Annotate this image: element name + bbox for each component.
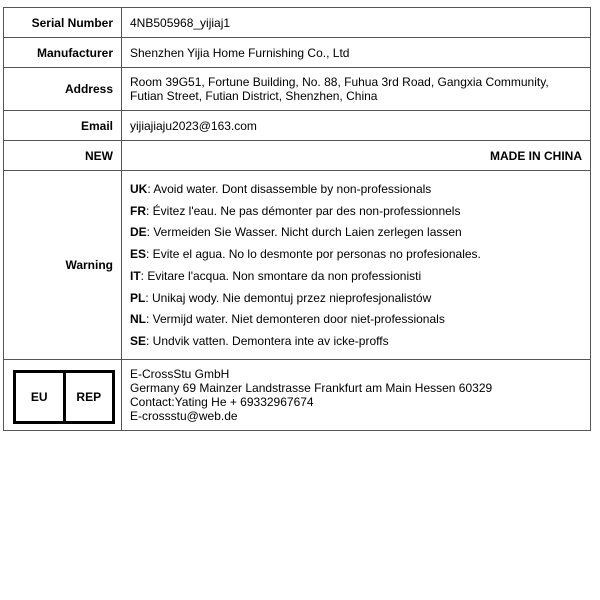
made-in-label: MADE IN CHINA bbox=[122, 141, 591, 171]
warning-text: : Vermeiden Sie Wasser. Nicht durch Laien zerlegen lassen bbox=[146, 225, 462, 240]
warning-item bbox=[130, 247, 582, 261]
eu-rep-symbol-cell bbox=[4, 360, 122, 431]
eu-rep-details bbox=[122, 360, 591, 431]
serial-row bbox=[4, 8, 591, 38]
serial-label: Serial Number bbox=[4, 8, 122, 38]
warning-row bbox=[4, 171, 591, 360]
address-row bbox=[4, 68, 591, 111]
warning-text: : Unikaj wody. Nie demontuj przez nieprofesjonalistów bbox=[145, 290, 432, 305]
email-row bbox=[4, 111, 591, 141]
warning-lang-code: UK bbox=[130, 182, 148, 197]
warning-lang-code: SE bbox=[130, 333, 147, 348]
warning-item bbox=[130, 182, 582, 196]
warning-text: : Avoid water. Dont disassemble by non-professionals bbox=[147, 182, 432, 197]
warning-item bbox=[130, 225, 582, 239]
eu-rep-frame bbox=[13, 370, 115, 424]
eu-rep-contact: Contact:Yating He + 69332967674 bbox=[130, 395, 314, 409]
warning-text: : Evitare l'acqua. Non smontare da non professionisti bbox=[140, 268, 422, 283]
warning-item bbox=[130, 269, 582, 283]
eu-rep-company: E-CrossStu GmbH bbox=[130, 367, 230, 381]
eu-mark: EU bbox=[16, 373, 66, 421]
address-line-2: Futian Street, Futian District, Shenzhen, China bbox=[130, 89, 378, 103]
warning-list bbox=[122, 171, 591, 360]
eu-rep-row bbox=[4, 360, 591, 431]
warning-lang-code: ES bbox=[130, 247, 147, 262]
warning-lang-code: NL bbox=[130, 312, 146, 327]
warning-lang-code: IT bbox=[130, 268, 141, 283]
address-value bbox=[122, 68, 591, 111]
warning-item bbox=[130, 312, 582, 326]
address-label: Address bbox=[4, 68, 122, 111]
rep-mark: REP bbox=[76, 390, 102, 404]
manufacturer-label: Manufacturer bbox=[4, 38, 122, 68]
manufacturer-row bbox=[4, 38, 591, 68]
warning-item bbox=[130, 334, 582, 348]
warning-label: Warning bbox=[4, 171, 122, 360]
eu-rep-symbol bbox=[4, 360, 112, 430]
warning-lang-code: DE bbox=[130, 225, 147, 240]
manufacturer-value: Shenzhen Yijia Home Furnishing Co., Ltd bbox=[122, 38, 591, 68]
eu-rep-email: E-crossstu@web.de bbox=[130, 409, 238, 423]
warning-text: : Évitez l'eau. Ne pas démonter par des non-professionnels bbox=[146, 203, 461, 218]
warning-item bbox=[130, 291, 582, 305]
eu-rep-address: Germany 69 Mainzer Landstrasse Frankfurt am Main Hessen 60329 bbox=[130, 381, 493, 395]
product-label-table bbox=[3, 7, 591, 431]
warning-text: : Evite el agua. No lo desmonte por personas no profesionales. bbox=[146, 247, 481, 262]
warning-text: : Undvik vatten. Demontera inte av icke-proffs bbox=[146, 333, 389, 348]
warning-lang-code: PL bbox=[130, 290, 146, 305]
email-label: Email bbox=[4, 111, 122, 141]
new-label: NEW bbox=[4, 141, 122, 171]
warning-item bbox=[130, 204, 582, 218]
address-line-1: Room 39G51, Fortune Building, No. 88, Fuhua 3rd Road, Gangxia Community, bbox=[130, 75, 549, 89]
warning-lang-code: FR bbox=[130, 203, 146, 218]
warning-text: : Vermijd water. Niet demonteren door niet-professionals bbox=[146, 312, 445, 327]
origin-row bbox=[4, 141, 591, 171]
serial-value: 4NB505968_yijiaj1 bbox=[122, 8, 591, 38]
email-value: yijiajiaju2023@163.com bbox=[122, 111, 591, 141]
